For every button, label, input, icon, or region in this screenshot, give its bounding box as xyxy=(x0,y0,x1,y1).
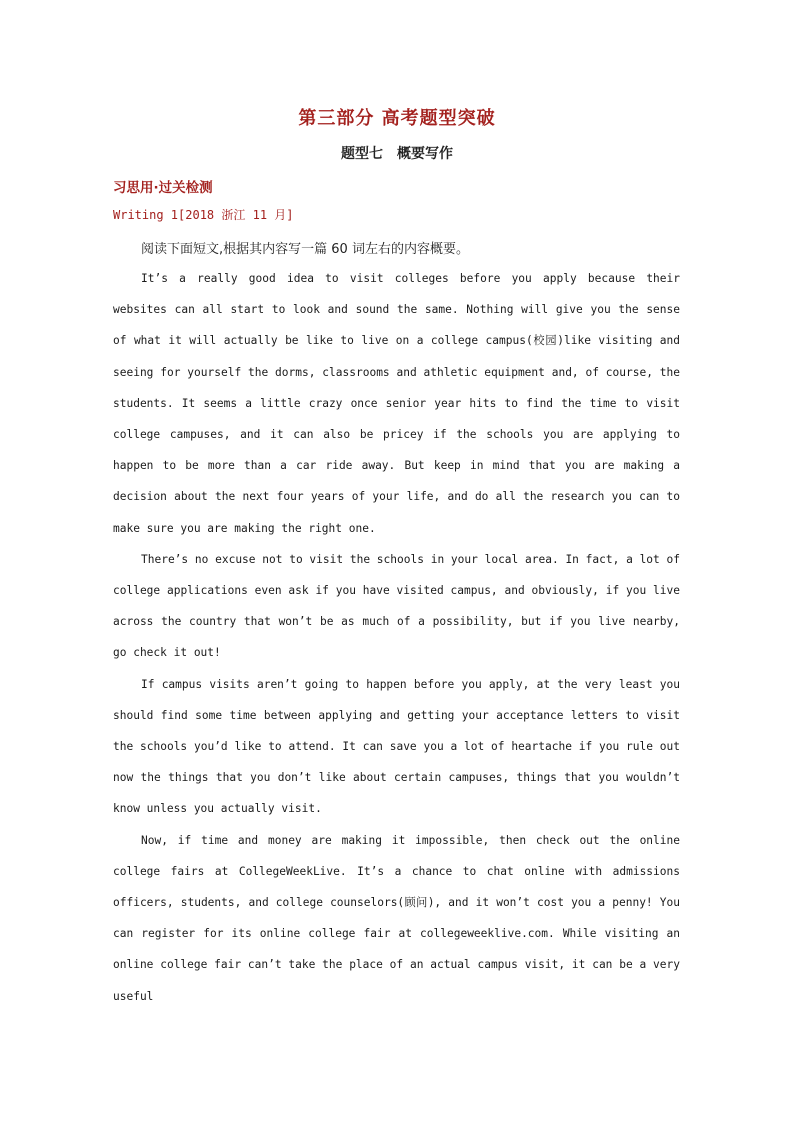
passage-paragraph-2: There’s no excuse not to visit the schools in your local area. In fact, a lot of college applications even ask if you have visited campus, and obviously, if you live across the country that won’t be as much of a possibility, but if you live nearby, go check it out! xyxy=(113,552,680,660)
passage-paragraph-4: Now, if time and money are making it impossible, then check out the online college fairs at CollegeWeekLive. It’s a chance to chat online with admissions officers, students, and college counselors(顾问), and it won’t cost you a penny! You can register for its online college fair at collegeweeklive.com. While visiting an online college fair can’t take the place of an actual campus visit, it can be a very useful xyxy=(113,833,680,1003)
part-title: 第三部分 高考题型突破 xyxy=(298,108,496,129)
section-heading: 习思用·过关检测 xyxy=(113,180,213,196)
reading-passage xyxy=(113,263,680,1012)
passage-paragraph-1: It’s a really good idea to visit colleges before you apply because their websites can all start to look and sound the same. Nothing will give you the sense of what it will actually be like to live on a college campus(校园)like visiting and seeing for yourself the dorms, classrooms and athletic equipment and, of course, the students. It seems a little crazy once senior year hits to find the time to visit college campuses, and it can also be pricey if the schools you are applying to happen to be more than a car ride away. But keep in mind that you are making a decision about the next four years of your life, and do all the research you can to make sure you are making the right one. xyxy=(113,272,680,535)
passage-paragraph-3: If campus visits aren’t going to happen before you apply, at the very least you should find some time between applying and getting your acceptance letters to visit the schools you’d like to attend. It can save you a lot of heartache if you rule out now the things that you don’t like about certain campuses, things that you wouldn’t know unless you actually visit. xyxy=(113,677,680,816)
writing-source-label: Writing 1[2018 浙江 11 月] xyxy=(113,208,294,222)
task-instruction: 阅读下面短文,根据其内容写一篇 60 词左右的内容概要。 xyxy=(141,242,469,257)
question-type-title: 题型七 概要写作 xyxy=(341,146,453,162)
